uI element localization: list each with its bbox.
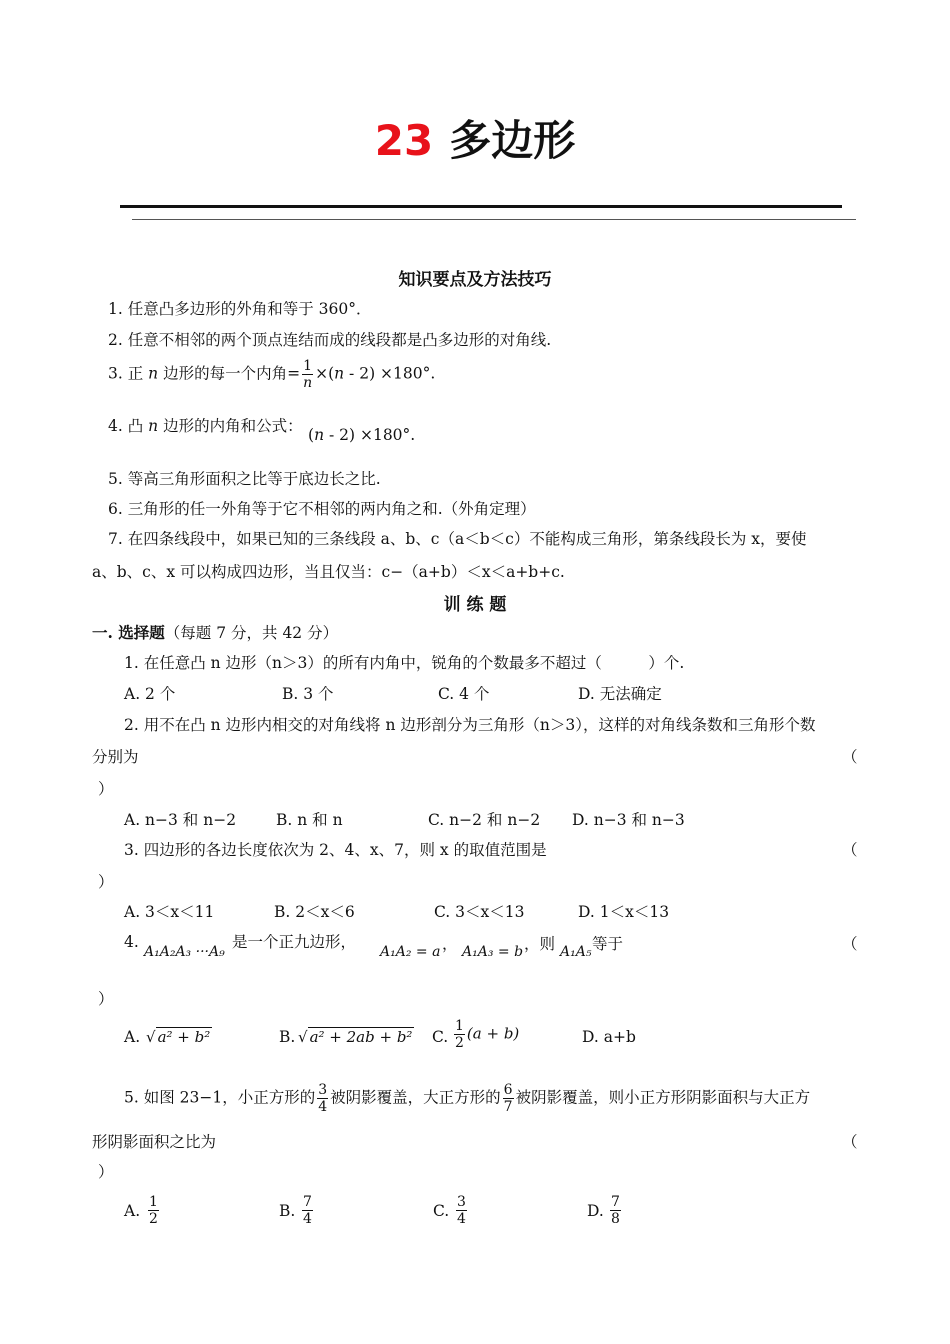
q5-stem-line-2: 形阴影面积之比为 [92,1133,217,1151]
q4-eq-2: A₁A₃ = b [462,944,524,960]
q4-eq-1: A₁A₂ = a [380,944,441,960]
q4-option-c-den: 2 [455,1035,464,1051]
q5-text-a: 5. 如图 23−1，小正方形的 [124,1088,316,1107]
q2-stem-line-2: 分别为 [92,748,139,766]
q4-option-c-expr [452,1018,519,1051]
q5-option-d-num: 7 [611,1194,620,1210]
p4-formula-a: ( [308,426,315,444]
p3-n2: n [334,364,345,383]
q4-option-b-expr: a² + 2ab + b² [309,1028,413,1046]
q5-option-d-label: D. [587,1202,604,1220]
p3-n: n [148,364,159,383]
q4-option-c-paren: (a + b) [466,1024,520,1043]
q1-option-c: C. 4 个 [438,685,490,703]
q4-option-b-label: B. [279,1028,296,1046]
point-4 [108,414,303,436]
q2-option-b: B. n 和 n [276,811,343,829]
q5-stem-line-1 [124,1082,810,1115]
q5-option-a-den: 2 [149,1211,158,1227]
q5-option-c-frac [454,1194,469,1227]
q4-option-a-sqrt: √ a² + b² [146,1028,211,1046]
q3-option-b: B. 2＜x＜6 [274,903,355,921]
q3-option-a: A. 3＜x＜11 [124,903,215,921]
p4-formula-n: n [314,426,325,444]
title-rule-thin [132,219,856,220]
p3-text-c: ×( [315,364,335,383]
q2-stem-line-1: 2. 用不在凸 n 边形内相交的对角线将 n 边形剖分为三角形（n＞3），这样的对角线条数和三角形个数 [124,716,816,734]
q5-paren-right: ） [98,1163,114,1181]
q4-segment: A₁A₅ [560,944,592,960]
q4-option-c-label: C. [432,1028,449,1046]
q5-frac-2-num: 6 [503,1082,513,1098]
q4-option-d: D. a+b [582,1028,636,1046]
q5-frac-1-den: 4 [318,1099,328,1115]
q5-frac-2-den: 7 [503,1099,513,1115]
q5-option-d-den: 8 [611,1211,620,1227]
q5-option-c-den: 4 [457,1211,466,1227]
q1-option-a: A. 2 个 [124,685,176,703]
q5-option-b-den: 4 [303,1211,312,1227]
section-heading-exercises: 训 练 题 [443,595,507,615]
title-text: 多边形 [449,116,576,165]
q2-option-c: C. n−2 和 n−2 [428,811,541,829]
q4-text-1: 是一个正九边形， [232,933,357,951]
q2-paren-right: ） [98,780,114,798]
title-number: 23 [374,116,434,165]
point-1: 1. 任意凸多边形的外角和等于 360°． [108,300,372,318]
p4-formula-b: - 2) ×180°. [324,426,416,444]
title-rule-thick [120,205,842,208]
q4-paren-left: （ [842,935,858,953]
q4-comma: ， [442,935,458,953]
q5-option-d-frac [608,1194,623,1227]
q4-option-a-expr: a² + b² [157,1028,211,1046]
q5-option-a-frac [146,1194,161,1227]
q5-option-b-num: 7 [303,1194,312,1210]
q4-option-b-sqrt: √ a² + 2ab + b² [298,1028,413,1046]
q5-option-a-label: A. [124,1202,141,1220]
part-1-label: 一. 选择题 [92,623,165,642]
p3-text-d: - 2) ×180°. [344,364,436,383]
part-1-note: （每题 7 分，共 42 分） [164,624,339,642]
p3-text-b: 边形的每一个内角= [158,364,301,383]
p3-text-a: 3. 正 [108,364,149,383]
q5-option-c-label: C. [433,1202,450,1220]
q5-frac-2 [503,1082,514,1115]
point-4-formula [308,426,415,444]
p4-text-b: 边形的内角和公式： [158,417,303,435]
page-title [0,108,950,168]
q3-option-d: D. 1＜x＜13 [578,903,670,921]
p3-frac-num: 1 [303,358,313,374]
q1-option-b: B. 3 个 [282,685,334,703]
q4-paren-right: ） [98,990,114,1008]
q4-text-3: 等于 [592,935,624,953]
q3-paren-left: （ [842,841,858,859]
q1-stem: 1. 在任意凸 n 边形（n＞3）的所有内角中，锐角的个数最多不超过（ ）个. [124,654,685,672]
q2-option-d: D. n−3 和 n−3 [572,811,685,829]
q5-option-b-frac [300,1194,315,1227]
point-3 [108,358,435,391]
q4-text-2: ，则 [524,935,556,953]
q3-stem: 3. 四边形的各边长度依次为 2、4、x、7，则 x 的取值范围是 [124,841,547,859]
q3-option-c: C. 3＜x＜13 [434,903,525,921]
p4-text-a: 4. 凸 [108,417,149,435]
q4-option-a-label: A. [124,1028,141,1046]
p3-fraction [302,358,313,391]
q5-option-c-num: 3 [457,1194,466,1210]
q5-frac-1-num: 3 [318,1082,328,1098]
q5-text-c: 被阴影覆盖，则小正方形阴影面积与大正方 [515,1088,811,1107]
q5-frac-1 [317,1082,328,1115]
q4-polygon: A₁A₂A₃ ···A₉ [144,944,225,960]
p4-n: n [148,417,159,435]
q4-option-c-num: 1 [455,1018,464,1034]
point-5: 5. 等高三角形面积之比等于底边长之比. [108,470,381,488]
q5-option-a-num: 1 [149,1194,158,1210]
q1-option-d: D. 无法确定 [578,685,662,703]
point-7-line-2: a、b、c、x 可以构成四边形，当且仅当：c−（a+b）＜x＜a+b+c. [92,563,565,581]
q5-text-b: 被阴影覆盖，大正方形的 [330,1088,501,1107]
q2-paren-left: （ [842,748,858,766]
q2-option-a: A. n−3 和 n−2 [124,811,237,829]
part-1-heading [92,621,338,643]
p3-frac-den: n [303,375,313,391]
q3-paren-right: ） [98,873,114,891]
point-7-line-1: 7. 在四条线段中，如果已知的三条线段 a、b、c（a＜b＜c）不能构成三角形，第条线段长为 x，要使 [108,530,807,548]
section-heading-knowledge: 知识要点及方法技巧 [398,270,552,290]
point-6: 6. 三角形的任一外角等于它不相邻的两内角之和.（外角定理） [108,500,536,518]
q4-number: 4. [124,933,139,951]
q5-paren-left: （ [842,1133,858,1151]
point-2: 2. 任意不相邻的两个顶点连结而成的线段都是凸多边形的对角线. [108,331,552,349]
q5-option-b-label: B. [279,1202,296,1220]
